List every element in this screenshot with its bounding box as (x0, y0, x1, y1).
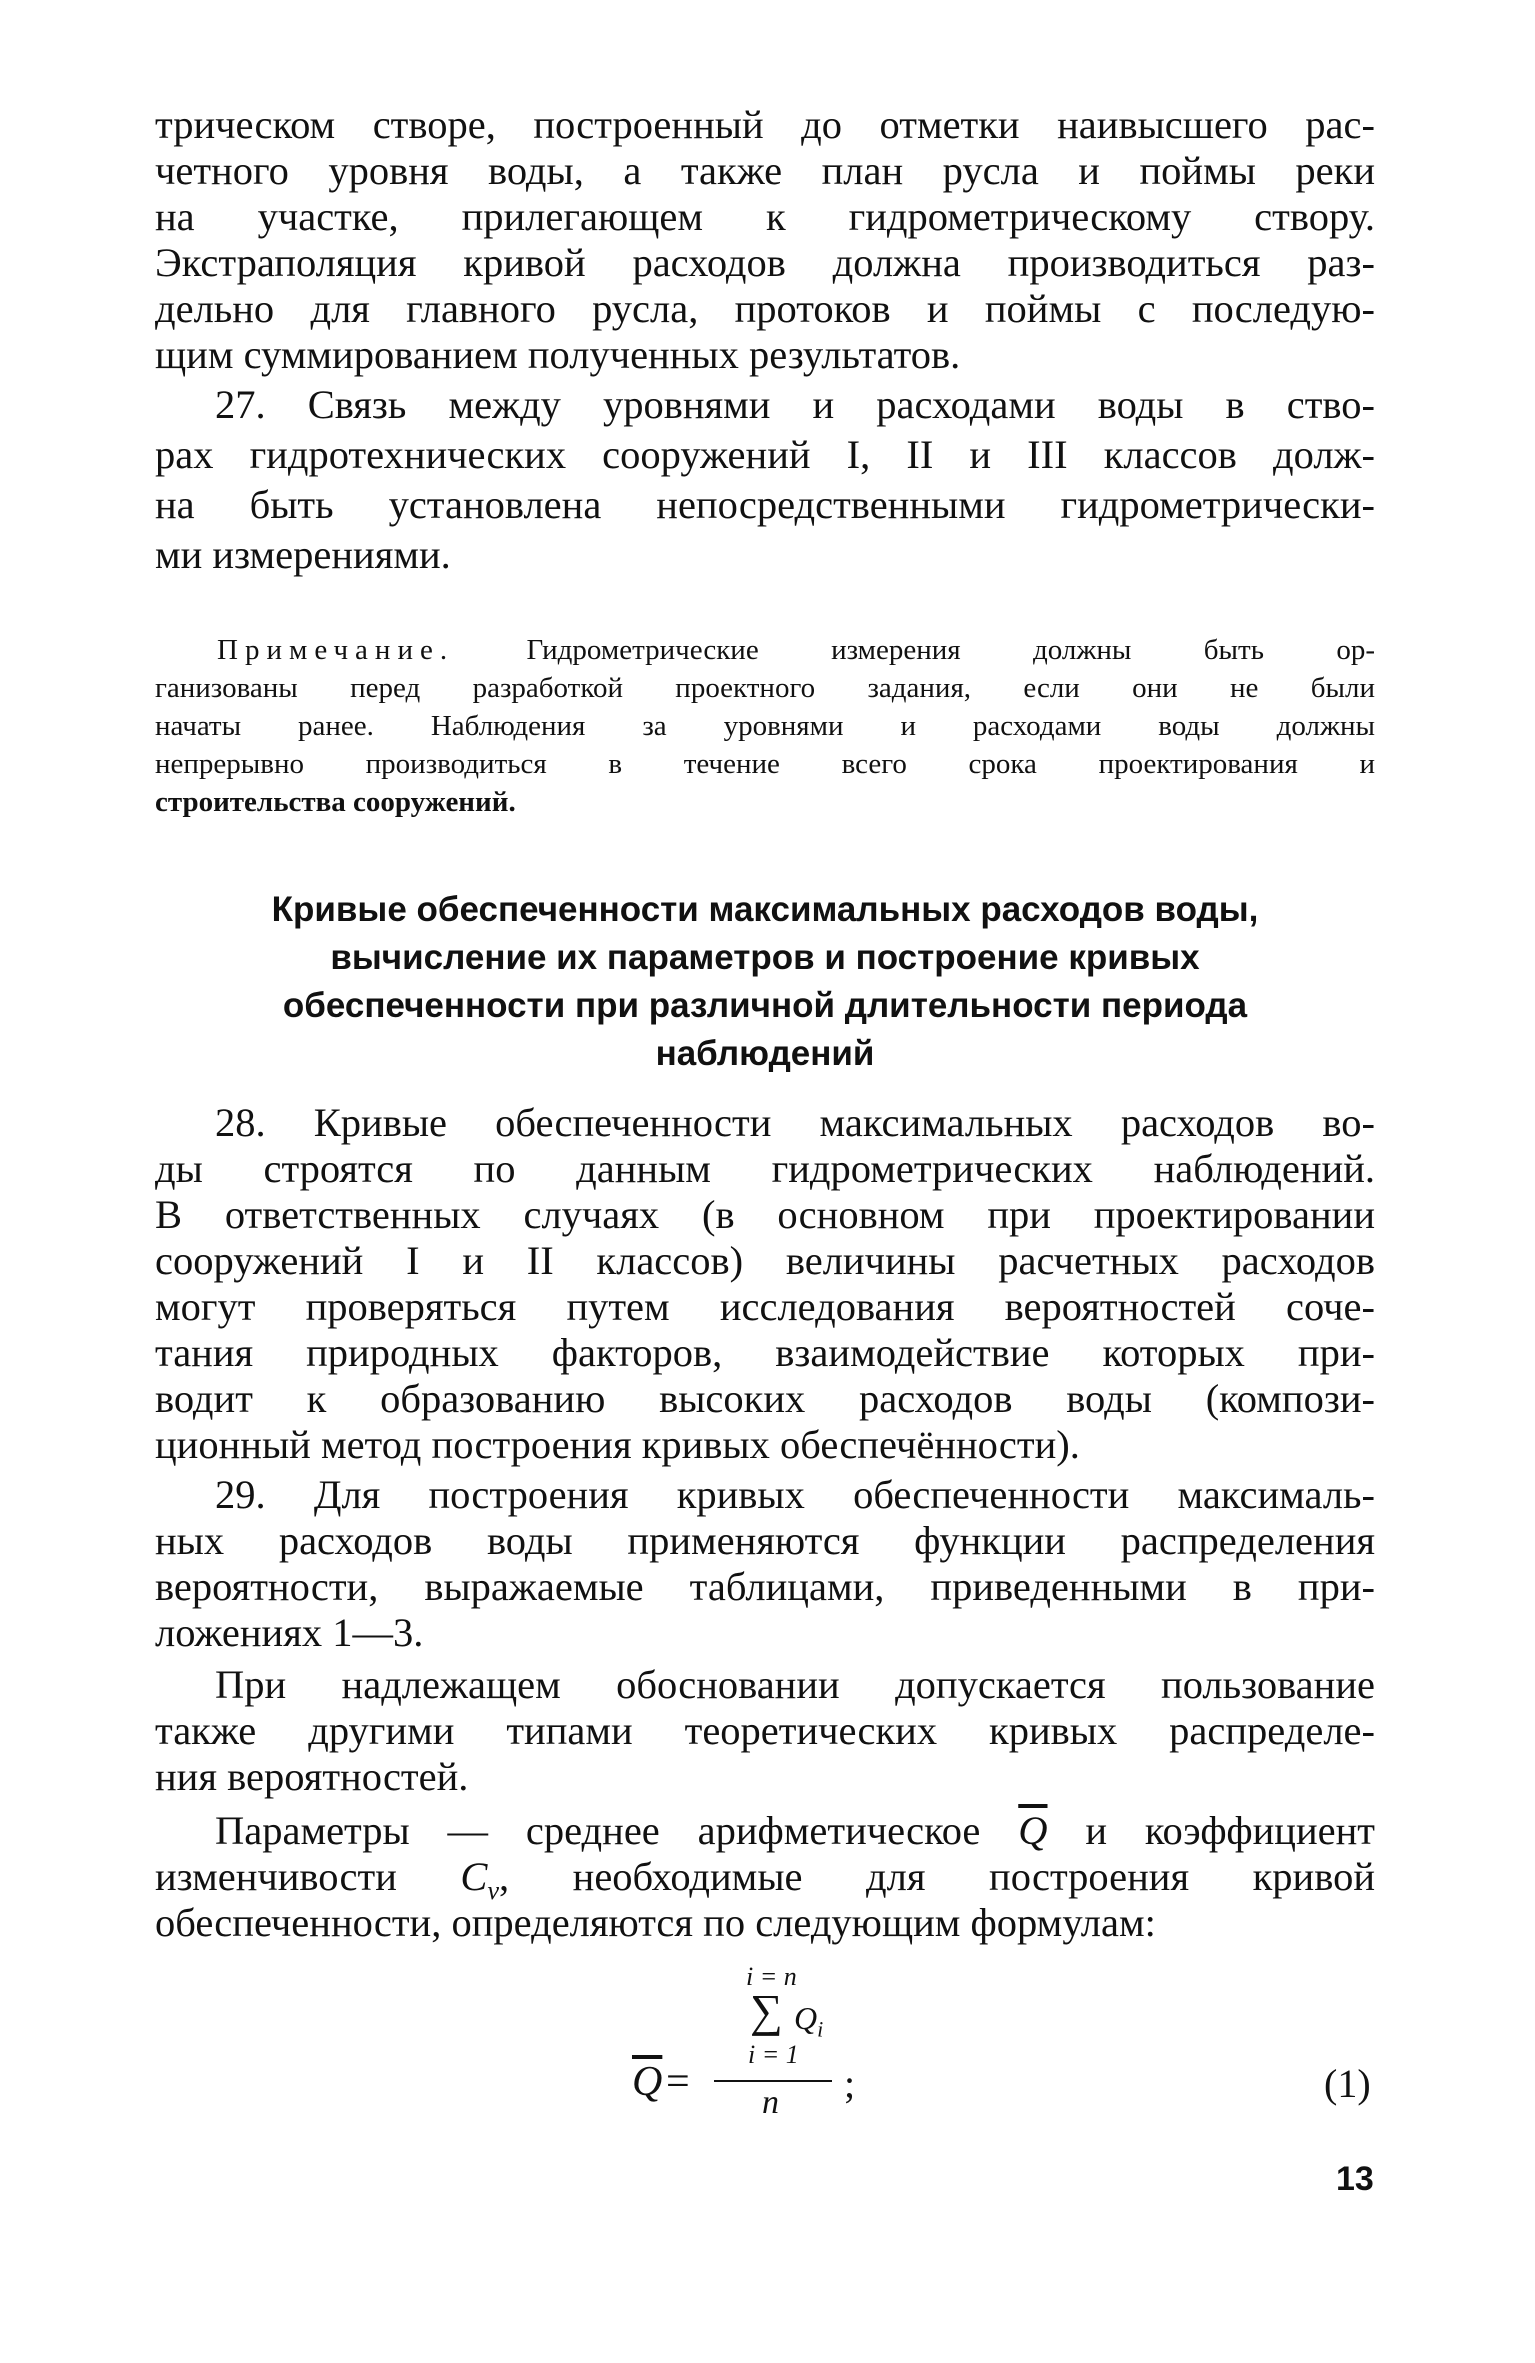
note-text: Гидрометрические измерения должны быть ор- (526, 634, 1376, 666)
text-line: тания природных факторов, взаимодействие которых при- (155, 1330, 1375, 1375)
sum-upper-limit: i = n (746, 1962, 797, 1991)
sum-term-subscript: i (817, 2016, 824, 2042)
text-line: ционный метод построения кривых обеспечённости). (155, 1422, 1080, 1467)
text-line: ды строятся по данным гидрометрических наблюдений. (155, 1146, 1375, 1191)
text-line: на быть установлена непосредственными гидрометрически- (155, 482, 1375, 527)
text-segment: , необходимые для построения кривой (498, 1854, 1375, 1899)
text-line: ных расходов воды применяются функции распределения (155, 1518, 1375, 1563)
text-line: вероятности, выражаемые таблицами, приведенными в при- (155, 1564, 1375, 1609)
cv-symbol (460, 1854, 499, 1906)
section-heading-line: наблюдений (655, 1034, 875, 1073)
text-line: на участке, прилегающем к гидрометрическому створу. (155, 194, 1375, 239)
page-number: 13 (1336, 2160, 1374, 2198)
text-line: При надлежащем обосновании допускается пользование (215, 1662, 1375, 1707)
text-line: 28. Кривые обеспеченности максимальных расходов во- (215, 1100, 1375, 1145)
text-line: В ответственных случаях (в основном при проектировании (155, 1192, 1375, 1237)
text-line: трическом створе, построенный до отметки наивысшего рас- (155, 102, 1375, 147)
text-line: могут проверяться путем исследования вероятностей соче- (155, 1284, 1375, 1329)
q-mean-symbol: $\overline{Q}$ (1018, 1808, 1048, 1853)
note-line: строительства сооружений. (155, 786, 516, 818)
text-line: Экстраполяция кривой расходов должна производиться раз- (155, 240, 1375, 285)
text-line: сооружений I и II классов) величины расчетных расходов (155, 1238, 1375, 1283)
cv-letter: C (460, 1854, 488, 1899)
section-heading-line: обеспеченности при различной длительности периода (282, 986, 1248, 1025)
text-line: обеспеченности, определяются по следующим формулам: (155, 1900, 1156, 1945)
note-line: начаты ранее. Наблюдения за уровнями и расходами воды должны (155, 710, 1375, 742)
text-line: 29. Для построения кривых обеспеченности максималь- (215, 1472, 1375, 1517)
text-line: щим суммированием полученных результатов. (155, 332, 961, 377)
semicolon: ; (844, 2061, 856, 2106)
sigma-symbol: ∑ (750, 1985, 783, 2036)
denominator: n (762, 2084, 779, 2121)
sum-term (794, 2000, 823, 2042)
formula-lhs: $\overline{Q}$ (632, 2059, 663, 2105)
text-segment: и коэффициент (1047, 1808, 1375, 1853)
text-line: ми измерениями. (155, 532, 451, 577)
formula-number: (1) (1324, 2061, 1371, 2106)
text-line: ния вероятностей. (155, 1754, 469, 1799)
sum-lower-limit: i = 1 (748, 2040, 799, 2069)
section-heading-line: вычисление их параметров и построение кривых (330, 938, 1200, 977)
text-line (215, 1806, 1375, 1856)
text-line: водит к образованию высоких расходов воды (компози- (155, 1376, 1375, 1421)
note-label: Примечание. (217, 634, 455, 666)
text-line: четного уровня воды, а также план русла и поймы реки (155, 148, 1375, 193)
text-line: ложениях 1—3. (155, 1610, 424, 1655)
equals-sign: = (666, 2059, 690, 2105)
note-line: непрерывно производиться в течение всего срока проектирования и (155, 748, 1375, 780)
note-first-line (217, 632, 1375, 668)
text-line: 27. Связь между уровнями и расходами воды в ство- (215, 382, 1375, 427)
note-line: ганизованы перед разработкой проектного задания, если они не были (155, 672, 1375, 704)
text-segment: изменчивости (155, 1854, 461, 1899)
text-line: также другими типами теоретических кривых распределе- (155, 1708, 1375, 1753)
text-segment: Параметры — среднее арифметическое (215, 1808, 1019, 1853)
fraction-bar (714, 2080, 832, 2082)
section-heading-line: Кривые обеспеченности максимальных расходов воды, (271, 890, 1259, 929)
cv-subscript: v (487, 1876, 499, 1906)
text-line: дельно для главного русла, протоков и поймы с последую- (155, 286, 1375, 331)
sum-term-letter: Q (794, 2000, 818, 2036)
text-line: рах гидротехнических сооружений I, II и III классов долж- (155, 432, 1375, 477)
formula-1 (620, 1950, 1380, 2140)
